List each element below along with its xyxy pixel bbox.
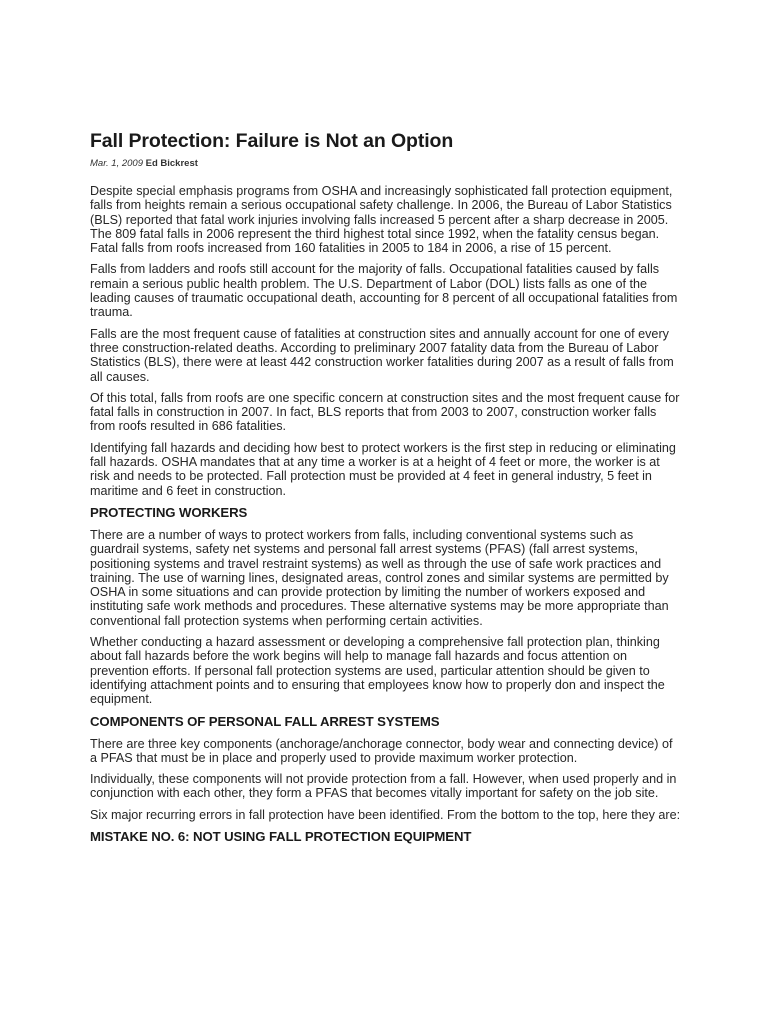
paragraph: Identifying fall hazards and deciding how best to protect workers is the first step in reducing or eliminating fall hazards. OSHA mandates that at any time a worker is at a height of 4 feet or more, the worker is at risk and needs to be protected. Fall protection must be provided at 4 feet in general industry, 5 feet in maritime and 6 feet in construction. (90, 440, 676, 498)
paragraph: There are a number of ways to protect workers from falls, including conventional systems such as guardrail systems, safety net systems and personal fall arrest systems (PFAS) (fall arrest systems, positioning systems and travel restraint systems) as well as through the use of safe work practices and training. The use of warning lines, designated areas, control zones and similar systems are permitted by OSHA in some situations and can provide protection by limiting the number of workers exposed and instituting safe work methods and procedures. These alternative systems may be more appropriate than conventional fall protection systems when performing certain activities. (90, 527, 669, 628)
section-heading-protecting-workers: PROTECTING WORKERS (90, 504, 248, 520)
paragraph: Individually, these components will not provide protection from a fall. However, when used properly and in conjunction with each other, they form a PFAS that becomes vitally important for safety on the job site. (90, 772, 677, 801)
paragraph: Falls from ladders and roofs still account for the majority of falls. Occupational fatalities caused by falls remain a serious public health problem. The U.S. Department of Labor (DOL) lists falls as one of the leading causes of traumatic occupational death, accounting for 8 percent of all occupational fatalities from trauma. (90, 262, 678, 320)
paragraph: Despite special emphasis programs from OSHA and increasingly sophisticated fall protection equipment, falls from heights remain a serious occupational safety challenge. In 2006, the Bureau of Labor Statistics (BLS) reported that fatal work injuries involving falls increased 5 percent after a sharp decrease in 2005. The 809 fatal falls in 2006 represent the third highest total since 1992, when the fatality census began. Fatal falls from roofs increased from 160 fatalities in 2005 to 184 in 2006, a rise of 15 percent. (90, 184, 673, 256)
paragraph: There are three key components (anchorage/anchorage connector, body wear and connecting device) of a PFAS that must be in place and properly used to provide maximum worker protection. (90, 736, 673, 765)
article-body (90, 184, 682, 845)
article-title: Fall Protection: Failure is Not an Option (90, 130, 454, 152)
paragraph: Six major recurring errors in fall protection have been identified. From the bottom to the top, here they are: (90, 807, 681, 822)
article-meta (90, 158, 682, 170)
paragraph: Whether conducting a hazard assessment or developing a comprehensive fall protection plan, thinking about fall hazards before the work begins will help to manage fall hazards and focus attention on prevention efforts. If personal fall protection systems are used, particular attention should be given to identifying attachment points and to ensuring that employees know how to properly don and inspect the equipment. (90, 635, 665, 707)
article-author: Ed Bickrest (145, 158, 198, 169)
section-heading-pfas-components: COMPONENTS OF PERSONAL FALL ARREST SYSTEMS (90, 713, 440, 729)
article-date: Mar. 1, 2009 (90, 158, 143, 169)
paragraph: Falls are the most frequent cause of fatalities at construction sites and annually account for one of every three construction-related deaths. According to preliminary 2007 fatality data from the Bureau of Labor Statistics (BLS), there were at least 442 construction worker fatalities during 2007 as a result of falls from all causes. (90, 326, 674, 384)
paragraph: Of this total, falls from roofs are one specific concern at construction sites and the most frequent cause for fatal falls in construction in 2007. In fact, BLS reports that from 2003 to 2007, construction worker falls from roofs resulted in 686 fatalities. (90, 390, 680, 434)
section-heading-mistake-6: MISTAKE NO. 6: NOT USING FALL PROTECTION EQUIPMENT (90, 828, 472, 844)
article (90, 128, 682, 852)
